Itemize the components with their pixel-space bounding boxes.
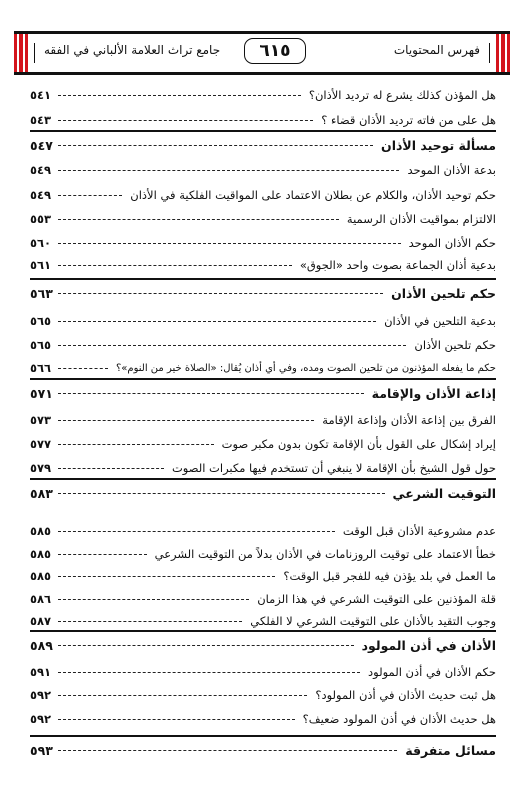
toc-entry-page: ٥٩٢	[30, 712, 52, 726]
section-divider-rule	[30, 478, 496, 480]
page-header	[14, 31, 510, 75]
toc-entry-title: بدعية التلحين في الأذان	[384, 314, 496, 328]
toc-section-entry	[30, 482, 496, 504]
toc-entry-page: ٥٩١	[30, 665, 52, 679]
toc-entry	[30, 109, 496, 131]
toc-entry-title: الالتزام بمواقيت الأذان الرسمية	[346, 212, 496, 226]
toc-entry-title: بدعة الأذان الموحد	[407, 163, 496, 177]
toc-leader-dashes	[58, 531, 335, 532]
toc-entry	[30, 520, 496, 542]
toc-entry	[30, 610, 496, 632]
section-divider-rule	[30, 378, 496, 380]
toc-entry-title: حكم تلحين الأذان	[414, 338, 496, 352]
toc-leader-dashes	[58, 293, 383, 294]
toc-entry-title: هل حديث الأذان في أذن المولود ضعيف؟	[302, 712, 496, 726]
toc-entry	[30, 708, 496, 730]
toc-leader-dashes	[58, 493, 385, 494]
toc-entry	[30, 208, 496, 230]
toc-leader-dashes	[58, 645, 354, 646]
toc-entry-page: ٥٦١	[30, 258, 52, 272]
toc-entry-page: ٥٩٢	[30, 688, 52, 702]
toc-entry-page: ٥٤٣	[30, 113, 52, 127]
toc-entry-page: ٥٨٦	[30, 592, 52, 606]
toc-entry	[30, 661, 496, 683]
toc-leader-dashes	[58, 621, 242, 622]
toc-entry-title: إذاعة الأذان والإقامة	[371, 385, 496, 401]
toc-entry-page: ٥٤١	[30, 88, 52, 102]
toc-entry-title: بدعية أذان الجماعة بصوت واحد «الجوق»	[299, 258, 496, 272]
toc-entry-title: هل المؤذن كذلك يشرع له ترديد الأذان؟	[308, 88, 496, 102]
header-page-number: ٦١٥	[244, 38, 306, 64]
header-book-title: جامع تراث العلامة الألباني في الفقه	[44, 43, 221, 57]
toc-entry-page: ٥٨٣	[30, 485, 53, 501]
header-section-title: فهرس المحتويات	[393, 43, 480, 57]
toc-entry-page: ٥٧٧	[30, 437, 52, 451]
section-divider-rule	[30, 735, 496, 737]
toc-section-entry	[30, 282, 496, 304]
toc-entry-title: حكم الأذان في أذن المولود	[368, 665, 496, 679]
toc-entry-page: ٥٨٧	[30, 614, 52, 628]
toc-entry-page: ٥٤٩	[30, 188, 52, 202]
toc-entry	[30, 684, 496, 706]
toc-entry-title: حول قول الشيخ بأن الإقامة لا ينبغي أن تستخدم فيها مكبرات الصوت	[171, 461, 496, 475]
toc-entry	[30, 543, 496, 565]
toc-entry-page: ٥٨٥	[30, 524, 52, 538]
toc-entry	[30, 232, 496, 254]
toc-entry-title: الفرق بين إذاعة الأذان وإذاعة الإقامة	[322, 413, 496, 427]
toc-entry	[30, 310, 496, 332]
toc-entry-title: مسألة توحيد الأذان	[381, 137, 496, 153]
toc-entry	[30, 184, 496, 206]
toc-entry-page: ٥٦٣	[30, 285, 53, 301]
toc-entry-title: قلة المؤذنين على التوقيت الشرعي في هذا الزمان	[257, 592, 496, 606]
toc-entry-page: ٥٦٥	[30, 314, 52, 328]
toc-leader-dashes	[58, 468, 164, 469]
toc-entry	[30, 433, 496, 455]
header-right-stripes	[496, 34, 510, 72]
toc-leader-dashes	[58, 219, 339, 220]
toc-entry	[30, 409, 496, 431]
toc-entry-title: مسائل متفرقة	[405, 742, 496, 758]
toc-entry-title: حكم توحيد الأذان، والكلام عن بطلان الاعتماد على المواقيت الفلكية في الأذان	[130, 188, 496, 202]
toc-entry	[30, 357, 496, 379]
toc-leader-dashes	[58, 170, 399, 171]
toc-entry-title: حكم الأذان الموحد	[408, 236, 496, 250]
toc-entry-title: هل على من فاته ترديد الأذان قضاء ؟	[321, 113, 496, 127]
toc-entry-title: إيراد إشكال على القول بأن الإقامة تكون بدون مكبر صوت	[221, 437, 496, 451]
toc-entry-title: التوقيت الشرعي	[392, 485, 496, 501]
toc-entry-title: هل ثبت حديث الأذان في أذن المولود؟	[315, 688, 496, 702]
toc-entry-title: حكم ما يفعله المؤذنون من تلحين الصوت ومده، وفي أي أذان يُقال: «الصلاة خير من النوم»؟	[116, 362, 496, 374]
toc-leader-dashes	[58, 393, 364, 394]
toc-leader-dashes	[58, 321, 376, 322]
toc-leader-dashes	[58, 145, 373, 146]
header-left-stripes	[14, 34, 28, 72]
toc-entry-page: ٥٧١	[30, 385, 53, 401]
toc-entry	[30, 457, 496, 479]
toc-section-entry	[30, 634, 496, 656]
header-divider-right	[489, 43, 490, 63]
toc-section-entry	[30, 382, 496, 404]
toc-entry-page: ٥٨٥	[30, 547, 52, 561]
toc-entry-page: ٥٩٣	[30, 742, 53, 758]
toc-entry-page: ٥٤٧	[30, 137, 53, 153]
toc-leader-dashes	[58, 672, 360, 673]
toc-leader-dashes	[58, 345, 406, 346]
toc-entry-title: حكم تلحين الأذان	[391, 285, 496, 301]
toc-leader-dashes	[58, 95, 301, 96]
toc-entry-title: الأذان في أذن المولود	[361, 637, 496, 653]
toc-entry	[30, 334, 496, 356]
toc-entry	[30, 565, 496, 587]
toc-leader-dashes	[58, 719, 295, 720]
toc-entry	[30, 588, 496, 610]
header-divider-left	[34, 43, 35, 63]
toc-leader-dashes	[58, 695, 307, 696]
section-divider-rule	[30, 130, 496, 132]
toc-entry-page: ٥٧٣	[30, 413, 52, 427]
toc-section-entry	[30, 739, 496, 761]
toc-leader-dashes	[58, 444, 214, 445]
toc-leader-dashes	[58, 576, 275, 577]
toc-entry-page: ٥٥٣	[30, 212, 52, 226]
section-divider-rule	[30, 630, 496, 632]
toc-entry-page: ٥٨٩	[30, 637, 53, 653]
toc-leader-dashes	[58, 750, 397, 751]
toc-leader-dashes	[58, 243, 401, 244]
toc-entry-page: ٥٦٠	[30, 236, 52, 250]
toc-entry-title: عدم مشروعية الأذان قبل الوقت	[342, 524, 496, 538]
toc-leader-dashes	[58, 599, 249, 600]
toc-entry-title: خطأ الاعتماد على توقيت الروزنامات في الأذان بدلاً من التوقيت الشرعي	[154, 547, 496, 561]
toc-entry	[30, 254, 496, 276]
toc-entry-page: ٥٨٥	[30, 569, 52, 583]
toc-entry-page: ٥٤٩	[30, 163, 52, 177]
toc-entry-title: وجوب التقيد بالأذان على التوقيت الشرعي لا الفلكي	[250, 614, 496, 628]
toc-leader-dashes	[58, 420, 314, 421]
toc-leader-dashes	[58, 368, 108, 369]
toc-entry-page: ٥٦٥	[30, 338, 52, 352]
toc-entry-page: ٥٧٩	[30, 461, 52, 475]
section-divider-rule	[30, 278, 496, 280]
toc-leader-dashes	[58, 554, 147, 555]
toc-section-entry	[30, 134, 496, 156]
toc-leader-dashes	[58, 195, 122, 196]
toc-entry-page: ٥٦٦	[30, 361, 52, 375]
toc-entry	[30, 84, 496, 106]
toc-leader-dashes	[58, 265, 292, 266]
toc-leader-dashes	[58, 120, 313, 121]
toc-entry	[30, 159, 496, 181]
toc-entry-title: ما العمل في بلد يؤذن فيه للفجر قبل الوقت؟	[283, 569, 496, 583]
